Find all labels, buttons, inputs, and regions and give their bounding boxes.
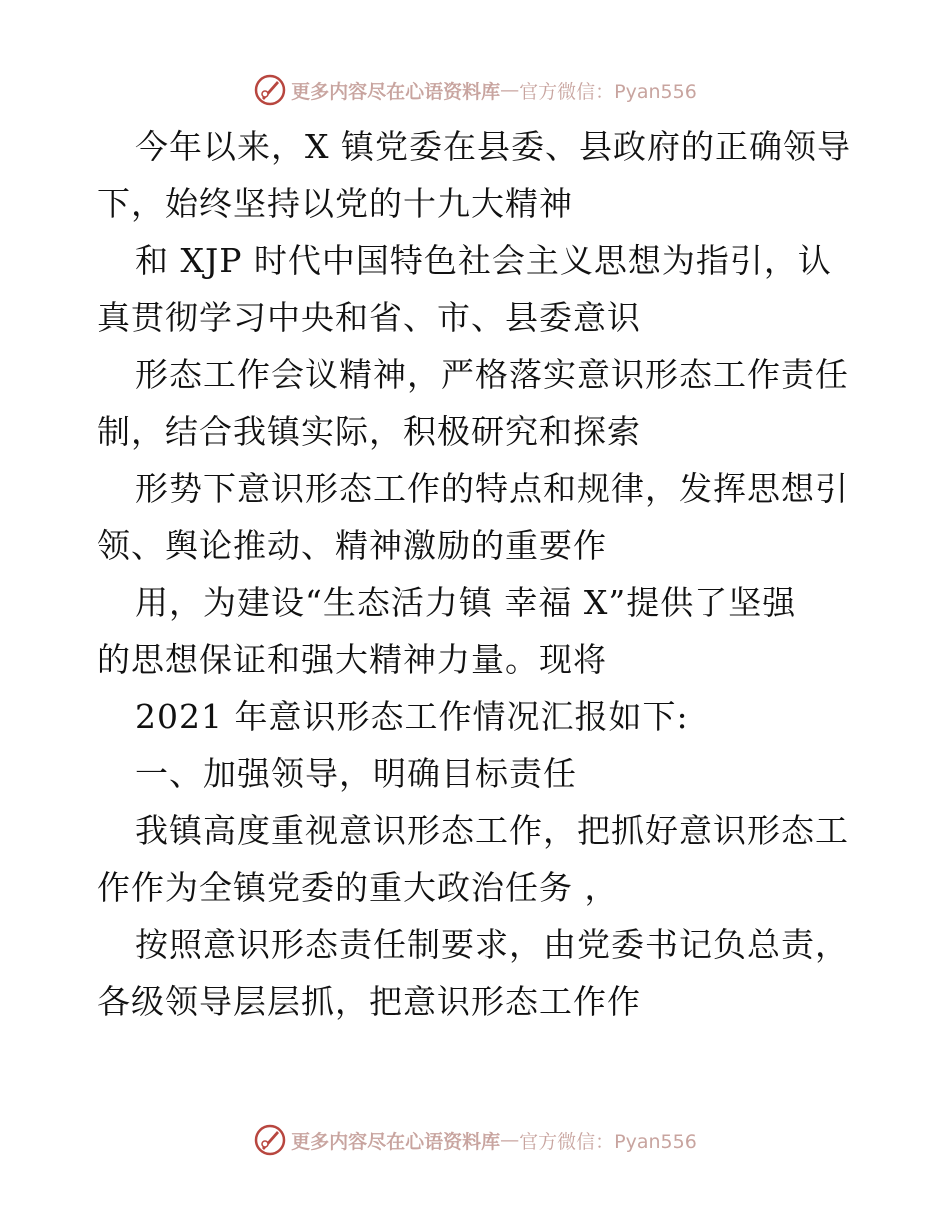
paragraph-line: 各级领导层层抓，把意识形态工作作 bbox=[97, 982, 641, 1021]
quill-pen-logo-icon bbox=[253, 73, 287, 107]
section-heading: 一、加强领导，明确目标责任 bbox=[135, 754, 577, 793]
paragraph-line: 和 XJP 时代中国特色社会主义思想为指引，认 bbox=[135, 241, 832, 280]
footer-banner bbox=[0, 1120, 950, 1160]
paragraph-line: 我镇高度重视意识形态工作，把抓好意识形态工 bbox=[135, 811, 849, 850]
paragraph-line: 作作为全镇党委的重大政治任务 ， bbox=[97, 868, 619, 907]
paragraph-line: 用，为建设“生态活力镇 幸福 X”提供了坚强 bbox=[135, 583, 797, 622]
paragraph-line: 的思想保证和强大精神力量。现将 bbox=[97, 640, 607, 679]
banner-wechat-text: 官方微信：Pyan556 bbox=[519, 1130, 697, 1153]
paragraph-line: 下，始终坚持以党的十九大精神 bbox=[97, 184, 573, 223]
banner-separator: — bbox=[500, 79, 520, 101]
quill-pen-logo-icon bbox=[253, 1123, 287, 1157]
paragraph-line: 今年以来，X 镇党委在县委、县政府的正确领导 bbox=[135, 127, 851, 166]
document-body bbox=[97, 118, 857, 1030]
paragraph-line: 领、舆论推动、精神激励的重要作 bbox=[97, 526, 607, 565]
paragraph-line: 真贯彻学习中央和省、市、县委意识 bbox=[97, 298, 641, 337]
paragraph-line: 制，结合我镇实际，积极研究和探索 bbox=[97, 412, 641, 451]
paragraph-line: 形势下意识形态工作的特点和规律，发挥思想引 bbox=[135, 469, 849, 508]
banner-separator: — bbox=[500, 1129, 520, 1151]
paragraph-line: 形态工作会议精神，严格落实意识形态工作责任 bbox=[135, 355, 849, 394]
banner-main-text: 更多内容尽在心语资料库 bbox=[291, 1130, 501, 1153]
header-banner bbox=[0, 70, 950, 110]
banner-main-text: 更多内容尽在心语资料库 bbox=[291, 80, 501, 103]
paragraph-line: 按照意识形态责任制要求，由党委书记负总责， bbox=[135, 925, 849, 964]
banner-wechat-text: 官方微信：Pyan556 bbox=[519, 80, 697, 103]
paragraph-line: 2021 年意识形态工作情况汇报如下: bbox=[135, 697, 689, 736]
